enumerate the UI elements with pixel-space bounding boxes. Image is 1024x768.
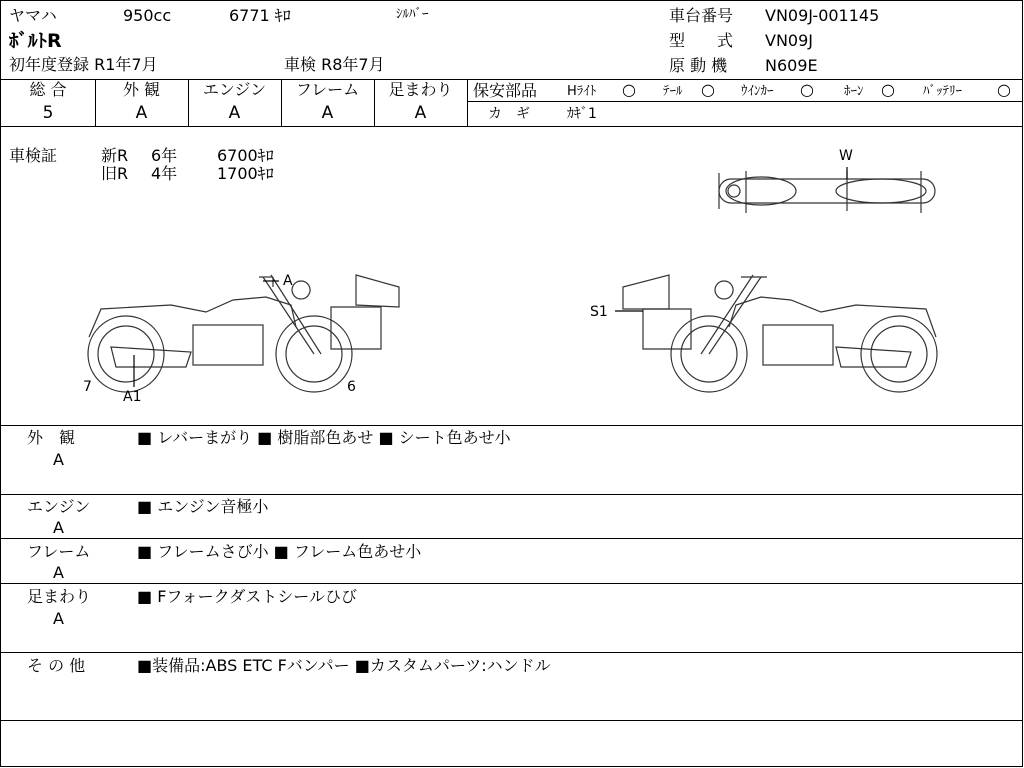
mark-a: A (283, 273, 293, 289)
certificate-old-kind: 旧R (101, 164, 129, 183)
safety-tail: ﾃｰﾙ (663, 84, 683, 99)
remark-grade-engine: A (53, 518, 64, 537)
remark-grade-exterior: A (53, 450, 64, 469)
remark-text-suspension: ■ Fフォークダストシールひび (137, 587, 357, 606)
mileage: 6771 ｷﾛ (229, 6, 291, 25)
first-registration: 初年度登録 R1年7月 (9, 55, 158, 74)
divider (1, 425, 1023, 426)
safety-horn-mark: ○ (881, 80, 895, 99)
remark-label-frame: フレーム (27, 542, 91, 561)
divider (1, 494, 1023, 495)
remark-label-engine: エンジン (27, 497, 91, 516)
divider (1, 583, 1023, 584)
type-label: 型 式 (669, 31, 734, 50)
frame-no-label: 車台番号 (669, 6, 734, 25)
mark-6: 6 (347, 379, 356, 395)
certificate-old-years: 4年 (151, 164, 178, 183)
safety-battery: ﾊﾞｯﾃﾘｰ (923, 84, 962, 99)
type-value: VN09J (765, 31, 813, 50)
key-value: ｶｷﾞ1 (567, 106, 597, 122)
grade-label-frame: フレーム (295, 80, 360, 99)
motorcycle-left-view (88, 275, 399, 392)
maker: ヤマハ (9, 6, 57, 25)
key-label: カ ギ (488, 106, 530, 122)
safety-winker-mark: ○ (800, 80, 814, 99)
frame-no: VN09J-001145 (765, 6, 880, 25)
motorcycle-diagrams (1, 127, 1023, 427)
remark-label-exterior: 外 観 (27, 428, 76, 447)
engine-label: 原 動 機 (669, 56, 728, 75)
remark-text-exterior: ■ レバーまがり ■ 樹脂部色あせ ■ シート色あせ小 (137, 428, 511, 447)
divider (467, 79, 468, 126)
grade-value-frame: A (321, 103, 334, 123)
safety-headlight-mark: ○ (622, 80, 636, 99)
safety-battery-mark: ○ (997, 80, 1011, 99)
remark-label-other: そ の 他 (27, 656, 86, 675)
safety-tail-mark: ○ (701, 80, 715, 99)
grade-value-suspension: A (414, 103, 427, 123)
divider (1, 538, 1023, 539)
safety-label: 保安部品 (473, 81, 538, 100)
motorcycle-top-view (719, 171, 935, 213)
mark-7: 7 (83, 379, 92, 395)
certificate-old-km: 1700ｷﾛ (217, 164, 274, 183)
grade-label-exterior: 外 観 (122, 80, 161, 99)
grade-label-total: 総 合 (29, 80, 67, 99)
motorcycle-right-view (615, 275, 937, 392)
grade-value-total: 5 (42, 103, 54, 123)
grade-value-exterior: A (135, 103, 148, 123)
remark-text-other: ■装備品:ABS ETC Fバンパー ■カスタムパーツ:ハンドル (137, 656, 551, 675)
safety-headlight: Hﾗｲﾄ (567, 84, 597, 99)
color: ｼﾙﾊﾞｰ (396, 7, 429, 22)
inspection-date: 車検 R8年7月 (284, 55, 385, 74)
divider (467, 101, 1023, 102)
mark-a1: A1 (123, 389, 142, 405)
remark-grade-suspension: A (53, 609, 64, 628)
grade-label-engine: エンジン (202, 80, 267, 99)
grade-value-engine: A (228, 103, 241, 123)
grade-label-suspension: 足まわり (388, 80, 453, 99)
safety-winker: ｳｲﾝｶｰ (741, 84, 774, 99)
safety-horn: ﾎｰﾝ (844, 84, 864, 99)
certificate-new-kind: 新R (101, 146, 129, 165)
mark-s1: S1 (590, 304, 608, 320)
mark-w: W (839, 148, 853, 164)
remark-label-suspension: 足まわり (27, 587, 92, 606)
remark-text-frame: ■ フレームさび小 ■ フレーム色あせ小 (137, 542, 422, 561)
model-name: ﾎﾞﾙﾄR (9, 30, 62, 52)
displacement: 950cc (123, 6, 172, 25)
certificate-new-km: 6700ｷﾛ (217, 146, 274, 165)
remark-text-engine: ■ エンジン音極小 (137, 497, 269, 516)
engine-value: N609E (765, 56, 818, 75)
divider (1, 652, 1023, 653)
certificate-label: 車検証 (9, 146, 58, 165)
certificate-new-years: 6年 (151, 146, 178, 165)
divider (1, 720, 1023, 721)
remark-grade-frame: A (53, 563, 64, 582)
